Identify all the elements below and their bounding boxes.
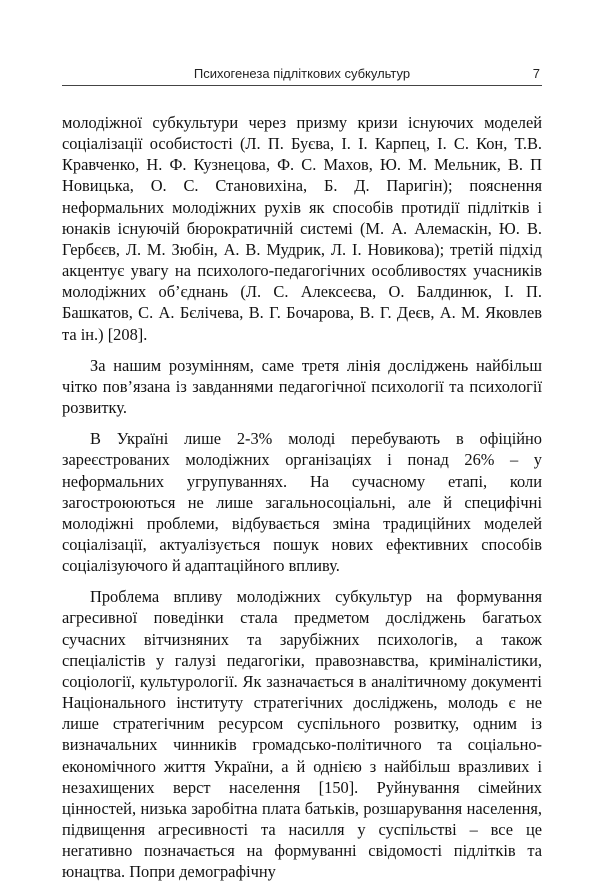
paragraph-1: молодіжної субкультури через призму кризи існуючих моделей соціалізації особистості (Л. П. Буєва, І. І. Карпец, І. С. Кон, Т.В. Кравченко, Н. Ф. Кузнецова, Ф. С. Махов, Ю. М. Мельник, В. П Новицька, О. С. Становихіна, Б. Д. Паригін); пояснення неформальних молодіжних рухів як способів протидії підлітків і юнаків існуючій бюрократичній системі (М. А. Алемаскін, Ю. В. Гербєєв, Л. М. Зюбін, А. В. Мудрик, Л. І. Новикова); третій підхід акцентує увагу на психолого-педагогічних особливостях учасників молодіжних об’єднань (Л. С. Алексеєва, О. Балдинюк, І. П. Башкатов, С. А. Бєлічева, В. Г. Бочарова, В. Г. Деєв, А. М. Яковлев та ін.) [208]. bbox=[62, 113, 542, 344]
page-number: 7 bbox=[532, 66, 540, 81]
paragraph-3: В Україні лише 2-3% молоді перебувають в офіційно зареєстрованих молодіжних організаціях і понад 26% – у неформальних угрупуваннях. На сучасному етапі, коли загостроюються не лише загальносоціальні, але й специфічні молодіжні проблеми, відбувається зміна традиційних моделей соціалізації, актуалізується пошук нових ефективних способів соціалізуючого й адаптаційного впливу. bbox=[62, 429, 542, 576]
running-header bbox=[62, 63, 542, 86]
paragraph-4: Проблема впливу молодіжних субкультур на формування агресивної поведінки стала предметом досліджень багатьох сучасних вітчизняних та зарубіжних психологів, а також спеціалістів у галузі педагогіки, правознавства, кримінaлістики, соціології, культурології. Як зазначається в аналітичному документі Національного інституту стратегічних досліджень, молодь є не лише стратегічним ресурсом суспільного розвитку, одним із визначальних чинників громадсько-політичного та соціально-економічного життя України, а й однією з найбільш вразливих і незахищених верст населення [150]. Руйнування сімейних цінностей, низька заробітна плата батьків, розшарування населення, підвищення агресивності та насилля у суспільстві – все це негативно позначається на формуванні свідомості підлітків та юнацтва. Попри демографічну bbox=[62, 587, 542, 882]
paragraph-2: За нашим розумінням, саме третя лінія досліджень найбільш чітко пов’язана із завданнями педагогічної психології та психології розвитку. bbox=[62, 355, 542, 418]
running-title: Психогенеза підліткових субкультур bbox=[193, 66, 411, 81]
body-text bbox=[62, 112, 542, 892]
